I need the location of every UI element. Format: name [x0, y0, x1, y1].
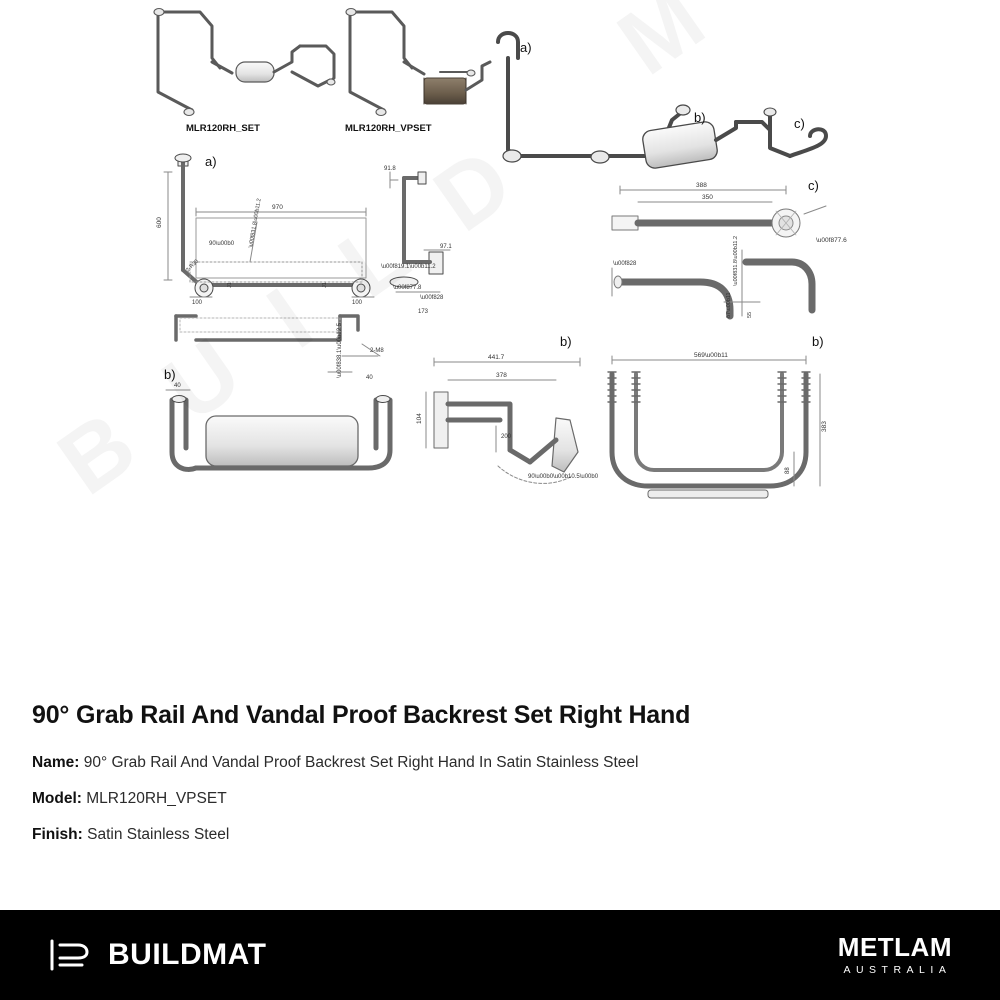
backrest-front-view	[166, 390, 390, 469]
metlam-brand-name: METLAM	[837, 931, 952, 962]
detail-view-c-top	[612, 186, 826, 237]
spec-label-model: Model:	[32, 790, 82, 808]
dim-383: 383	[821, 421, 828, 432]
buildmat-brand-name: BUILDMAT	[108, 938, 267, 971]
spec-label-finish: Finish:	[32, 826, 83, 844]
dim-28-b: \u00f828	[613, 261, 637, 267]
buildmat-logo-icon	[48, 935, 92, 975]
backrest-rear-view	[608, 356, 820, 498]
spec-row-finish	[32, 825, 952, 846]
thumbnail-render-vpset	[346, 9, 490, 116]
dim-569: 569\u00b11	[694, 352, 728, 359]
metlam-brand-sub: AUSTRALIA	[843, 964, 952, 977]
spec-row-name	[32, 753, 952, 774]
spec-value-model: MLR120RH_VPSET	[86, 790, 227, 808]
thumbnail-render-set	[154, 9, 335, 116]
dim-55: 55	[747, 311, 753, 318]
plan-view-a	[164, 154, 374, 297]
view-label-b-front: b)	[164, 367, 176, 382]
dim-77-8: \u00f877.8	[393, 285, 422, 291]
dim-441-7: 441.7	[488, 354, 505, 361]
buildmat-brand	[48, 910, 266, 1000]
dim-28: \u00f828	[420, 295, 444, 301]
flange-detail-view	[390, 172, 450, 292]
elevation-view-b1	[176, 316, 380, 372]
product-info	[32, 700, 952, 861]
spec-label-name: Name:	[32, 754, 80, 772]
view-label-a-iso: a)	[520, 40, 532, 55]
dim-378: 378	[496, 372, 507, 379]
view-label-c-iso: c)	[794, 116, 805, 131]
dim-970: 970	[272, 204, 283, 211]
dim-100-right: 100	[352, 300, 363, 306]
view-label-b-side: b)	[560, 334, 572, 349]
dim-200: 200	[501, 434, 512, 440]
isometric-assembly	[498, 33, 826, 169]
spec-row-model	[32, 789, 952, 810]
dim-173: 173	[418, 309, 429, 315]
detail-view-c-bend	[612, 250, 812, 316]
dim-100-left: 100	[192, 300, 203, 306]
dim-388: 388	[696, 182, 707, 189]
thumbnail-caption-set: MLR120RH_SET	[186, 123, 260, 134]
dim-31-8-b: \u00f831.8\u00b11.2	[733, 235, 739, 286]
dim-87: 87\u00b11	[726, 292, 732, 318]
view-label-c-detail: c)	[808, 178, 819, 193]
dim-600: 600	[156, 217, 163, 228]
dim-19-1: \u00f819.1\u00b11.2	[381, 264, 436, 270]
view-label-a-plan: a)	[205, 154, 217, 169]
dim-j1-a: J1	[227, 282, 233, 288]
footer-bar	[0, 910, 1000, 1000]
dim-j1-b: J1	[322, 282, 328, 288]
dim-31-8: \u00f831.8\u00b11.2	[248, 198, 263, 249]
dim-88: 88	[785, 467, 791, 474]
dim-350: 350	[702, 194, 713, 201]
dim-r30: 2-R30	[185, 258, 201, 274]
dim-104: 104	[416, 413, 423, 424]
metlam-brand	[838, 910, 952, 1000]
dim-angle-90: 90\u00b0	[209, 241, 235, 247]
page-title: 90° Grab Rail And Vandal Proof Backrest Set Right Hand	[32, 701, 691, 729]
dim-38-1: \u00f838.1\u00b12.5	[337, 322, 343, 378]
dim-40-a: 40	[366, 375, 373, 381]
view-label-b-iso: b)	[694, 110, 706, 125]
dim-97-1: 97.1	[440, 244, 452, 250]
spec-value-name: 90° Grab Rail And Vandal Proof Backrest Set Right Hand In Satin Stainless Steel	[83, 754, 639, 772]
dim-91-8: 91.8	[384, 166, 396, 172]
view-label-b-rear: b)	[812, 334, 824, 349]
thumbnail-caption-vpset: MLR120RH_VPSET	[345, 123, 432, 134]
dim-90-05: 90\u00b0\u00b10.5\u00b0	[528, 474, 599, 480]
dim-40-b: 40	[174, 383, 181, 389]
dim-77-6: \u00f877.6	[816, 237, 847, 244]
dim-2-m8: 2-M8	[370, 348, 384, 354]
spec-value-finish: Satin Stainless Steel	[87, 826, 230, 844]
